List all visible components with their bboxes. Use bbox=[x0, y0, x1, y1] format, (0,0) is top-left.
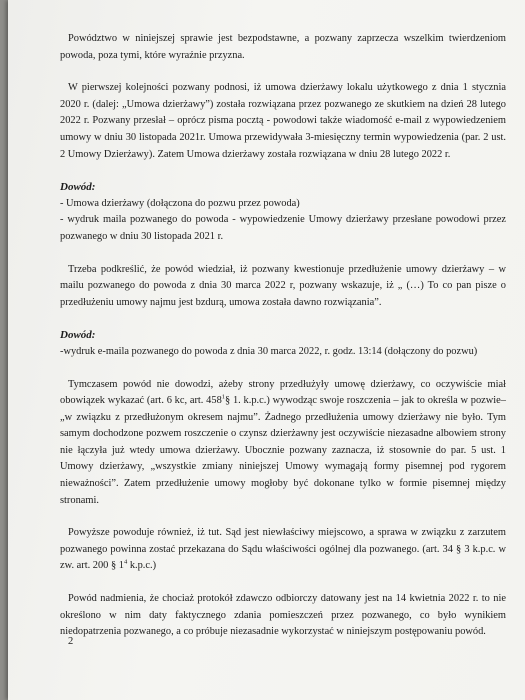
superscript: 4 bbox=[123, 558, 128, 566]
text-run: Tymczasem powód nie dowodzi, ażeby strony przedłużyły umowę dzierżawy, co oczywiście miał obowiązek wykazać (art. 6 kc, art. 458 bbox=[60, 378, 506, 407]
evidence-heading: Dowód: bbox=[60, 181, 96, 194]
document-body bbox=[60, 31, 506, 641]
evidence-item: -wydruk e-maila pozwanego do powoda z dnia 30 marca 2022, r. godz. 13:14 (dołączony do pozwu) bbox=[60, 345, 478, 357]
evidence-heading: Dowód: bbox=[60, 329, 96, 342]
text-run: k.p.c.) bbox=[127, 560, 157, 572]
paragraph-lease-termination: W pierwszej kolejności pozwany podnosi, iż umowa dzierżawy lokalu użytkowego z dnia 1 stycznia 2020 r. (dalej: „Umowa dzierżawy”) została rozwiązana przez pozwanego ze skutkiem na dzień 28 lutego 2022 r. Pozwany przesłał – oprócz pisma pocztą - powodowi także wiadomość e-mail z wypowiedzeniem umowy w dniu 30 listopada 2021r. Umowa przewidywała 3-miesięczny termin wypowiedzenia (par. 2 ust. 2 Umowy Dzierżawy). Zatem Umowa dzierżawy została rozwiązana w dniu 28 lutego 2022 r. bbox=[60, 82, 506, 160]
text-run: Powyższe powoduje również, iż tut. Sąd jest niewłaściwy miejscowo, a sprawa w związku z zarzutem pozwanego powinna zostać przekazana do Sądu właściwości ogólnej dla pozwanego. (art. 34 § 3 k.p.c. w zw. art. 200 § 1 bbox=[60, 527, 506, 572]
paragraph-denial: Powództwo w niniejszej sprawie jest bezpodstawne, a pozwany zaprzecza wszelkim twierdzeniom powoda, poza tymi, które wyraźnie przyzna. bbox=[60, 33, 506, 61]
paragraph-jurisdiction bbox=[60, 525, 506, 575]
document-page bbox=[8, 0, 525, 700]
paragraph-no-extension bbox=[60, 377, 506, 510]
superscript: 1 bbox=[221, 393, 226, 401]
evidence-item: - Umowa dzierżawy (dołączona do pozwu przez powoda) bbox=[60, 197, 300, 209]
evidence-item: - wydruk maila pozwanego do powoda - wypowiedzenie Umowy dzierżawy przesłane powodowi przez pozwanego w dniu 30 listopada 2021 r. bbox=[60, 214, 506, 242]
paragraph-handover-protocol: Powód nadmienia, że chociaż protokół zdawczo odbiorczy datowany jest na 14 kwietnia 2022 r. to nie określono w nim daty faktycznego zdania pomieszczeń przez pozwanego, co było wynikiem niedopatrzenia pozwanego, a co próbuje niezasadnie wykorzystać w niniejszym postępowaniu powód. bbox=[60, 593, 506, 638]
paragraph-plaintiff-knew: Trzeba podkreślić, że powód wiedział, iż pozwany kwestionuje przedłużenie umowy dzierżawy – w mailu pozwanego do powoda z dnia 30 marca 2022 r, pozwany wskazuje, iż „ (…) To co pan pisze o przedłużeniu umowy najmu jest bzdurą, umowa została dawno rozwiązania”. bbox=[60, 263, 506, 308]
page-number: 2 bbox=[68, 636, 74, 647]
text-run: § 1. k.p.c.) wywodząc swoje roszczenia – jak to określa w pozwie– „w związku z przedłużonym okresem najmu”. Żadnego przedłużenia umowy dzierżawy nie było. Tym samym dochodzone pozwem roszczenie o czynsz dzierżawny jest oczywiście niezasadne albowiem strony nie łączyła już wtedy umowa dzierżawy. Ubocznie pozwany zaznacza, iż stosownie do par. 5 ust. 1 Umowy dzierżawy, „wszystkie zmiany niniejszej Umowy wymagają formy pisemnej pod rygorem nieważności”. Zatem przedłużenie umowy mogłoby być dokonane tylko w formie pisemnej między stronami. bbox=[60, 395, 506, 506]
